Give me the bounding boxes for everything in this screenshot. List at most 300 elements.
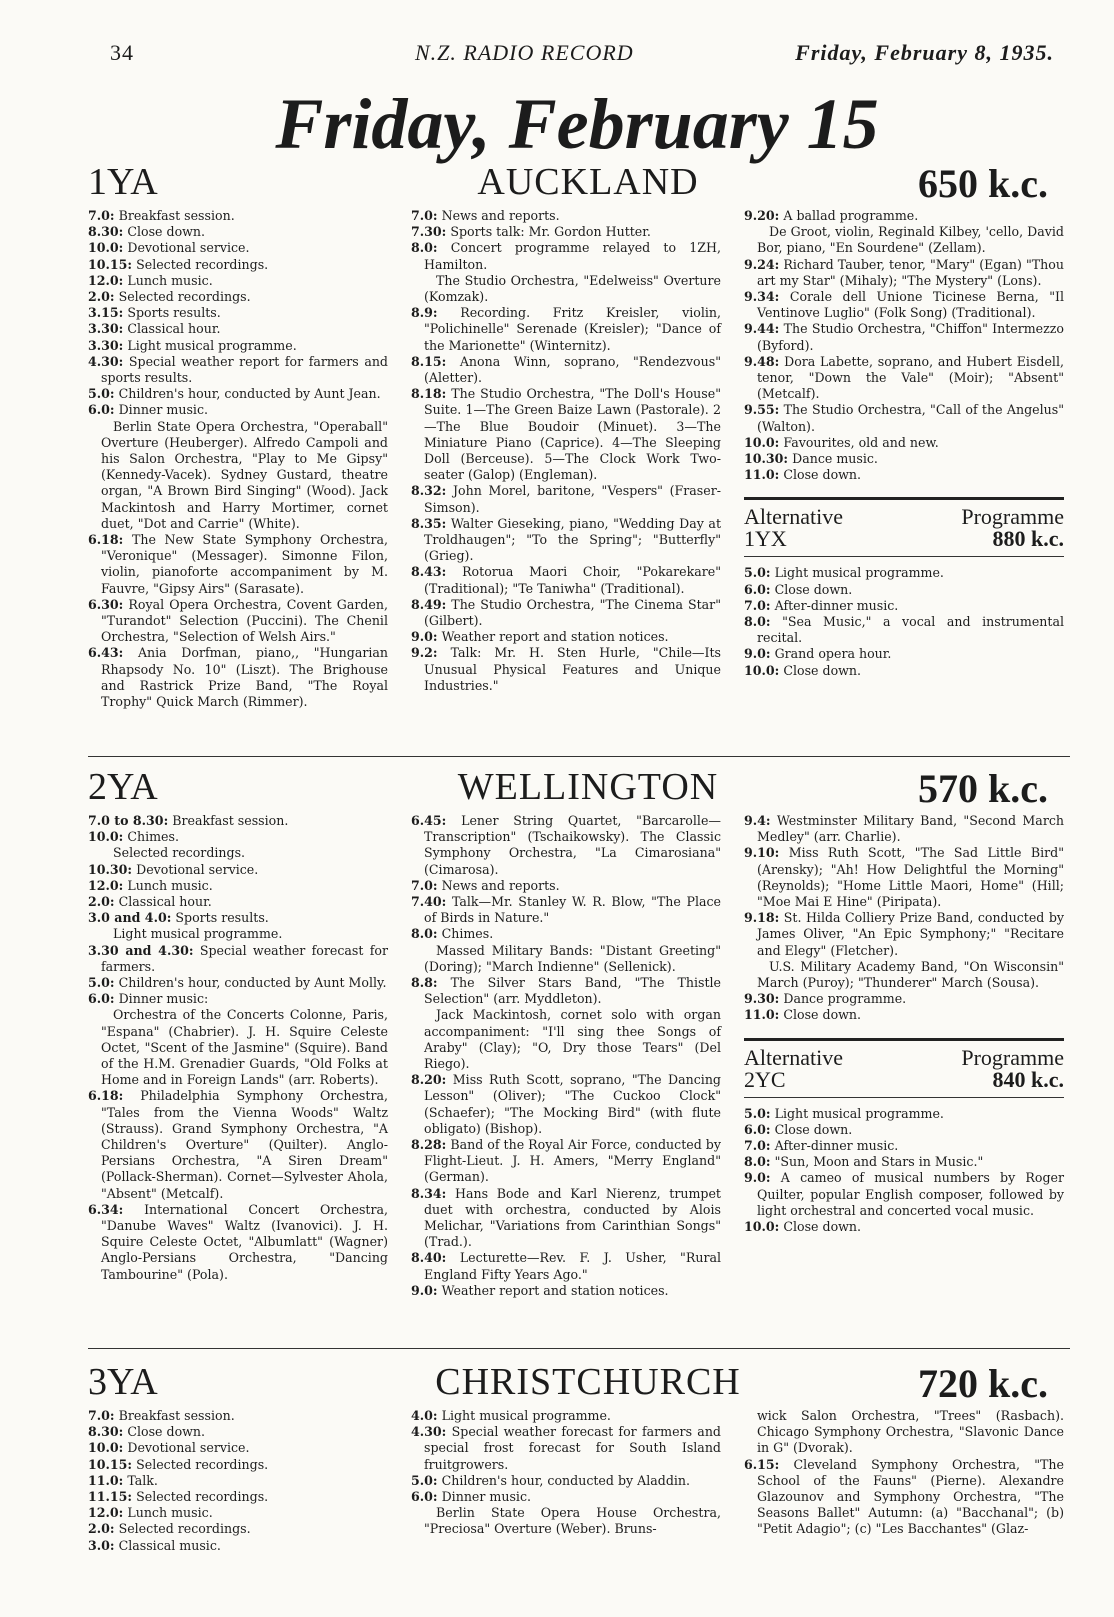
programme-time: 6.34: (88, 1201, 124, 1217)
programme-text: Close down. (774, 1121, 853, 1137)
programme-text: Corale dell Unione Ticinese Berna, "Il Ventinove Luglio" (Folk Song) (Traditional). (757, 289, 1064, 321)
programme-time: 9.0: (744, 646, 771, 662)
column-2 (411, 208, 721, 694)
programme-time: 3.0 and 4.0: (88, 910, 172, 926)
programme-item (88, 645, 388, 710)
programme-item (88, 257, 388, 273)
programme-item (744, 910, 1064, 959)
programme-item (88, 862, 388, 878)
station-call: 2YA (88, 766, 158, 808)
programme-time: 8.30: (88, 1424, 124, 1440)
programme-time: 7.0: (88, 1408, 115, 1423)
programme-text: After-dinner music. (774, 597, 899, 613)
programme-time: 9.30: (744, 991, 780, 1007)
programme-text: "Sea Music," a vocal and instrumental recital. (757, 614, 1064, 646)
programme-time: 8.15: (411, 353, 447, 369)
programme-item (411, 564, 721, 596)
programme-time: 11.0: (744, 1007, 780, 1023)
programme-text: Philadelphia Symphony Orchestra, "Tales from the Vienna Woods" Waltz (Strauss). Grand Symphony Orchestra, "A Children's Overture" (Quilter). Anglo-Persians Orchestra, "A Siren Dream" (Pollack-Sherman). Cornet—Sylvester Ahola, "Absent" (Metcalf). (101, 1088, 388, 1201)
programme-time: 4.30: (411, 1424, 447, 1440)
programme-time: 9.48: (744, 353, 780, 369)
programme-time: 10.30: (88, 861, 133, 877)
programme-item (744, 565, 1064, 581)
programme-text: Weather report and station notices. (441, 1282, 669, 1298)
programme-time: 11.0: (88, 1472, 124, 1488)
section-2ya (88, 765, 1068, 1335)
programme-time: 7.0: (744, 597, 771, 613)
programme-continuation: wick Salon Orchestra, "Trees" (Rasbach). Chicago Symphony Orchestra, "Slavonic Dance in G" (Dvorak). (757, 1408, 1064, 1456)
programme-item (744, 598, 1064, 614)
programme-time: 9.0: (744, 1170, 771, 1186)
alternative-programme-box (744, 1038, 1064, 1236)
programme-time: 10.0: (744, 662, 780, 678)
station-city: WELLINGTON (457, 766, 719, 808)
programme-text: Lunch music. (127, 877, 213, 893)
programme-text: Miss Ruth Scott, soprano, "The Dancing Lesson" (Oliver); "The Cuckoo Clock" (Schaefer); "The Mocking Bird" (with flute obligato) (Bishop). (424, 1072, 721, 1136)
programme-text: Favourites, old and new. (783, 434, 939, 450)
alt-frequency: 880 k.c. (992, 526, 1064, 552)
programme-time: 8.43: (411, 564, 447, 580)
programme-text: Selected recordings. (136, 1489, 269, 1505)
programme-time: 5.0: (88, 386, 115, 402)
programme-text: Dinner music. (118, 402, 209, 418)
programme-text: The Studio Orchestra, "Chiffon" Intermezzo (Byford). (757, 321, 1064, 353)
programme-item (88, 224, 388, 240)
programme-text: Royal Opera Orchestra, Covent Garden, "Turandot" Selection (Puccini). The Chenil Orchestra, "Selection of Welsh Airs." (101, 596, 388, 645)
programme-time: 3.15: (88, 305, 124, 321)
programme-item (411, 1072, 721, 1137)
programme-text: Classical music. (118, 1537, 221, 1553)
programme-item (744, 435, 1064, 451)
programme-item (744, 582, 1064, 598)
programme-text: Talk. (127, 1472, 158, 1488)
programme-item (744, 845, 1064, 910)
programme-time: 8.0: (744, 1154, 771, 1170)
section-header (88, 765, 1068, 811)
station-frequency: 720 k.c. (918, 1361, 1048, 1406)
programme-text: Light musical programme. (774, 565, 944, 581)
programme-text: Close down. (774, 581, 853, 597)
programme-text: Devotional service. (136, 861, 259, 877)
programme-item (744, 1154, 1064, 1170)
programme-item (88, 1424, 388, 1440)
programme-time: 9.0: (411, 629, 438, 645)
programme-item (744, 1138, 1064, 1154)
programme-item (88, 1088, 388, 1201)
programme-time: 3.30: (88, 337, 124, 353)
programme-text: Light musical programme. (127, 337, 297, 353)
programme-item (411, 386, 721, 483)
programme-item (88, 878, 388, 894)
programme-item (744, 354, 1064, 403)
programme-time: 9.34: (744, 289, 780, 305)
issue-date: Friday, February 8, 1935. (795, 40, 1054, 65)
programme-text: Westminster Military Band, "Second March Medley" (arr. Charlie). (757, 813, 1065, 845)
programme-time: 8.28: (411, 1137, 447, 1153)
programme-text: Lecturette—Rev. F. J. Usher, "Rural England Fifty Years Ago." (424, 1250, 722, 1282)
programme-subitem: Selected recordings. (113, 845, 246, 861)
section-header (88, 160, 1068, 206)
programme-item (411, 645, 721, 694)
programme-item (411, 629, 721, 645)
programme-time: 10.0: (88, 240, 124, 256)
programme-time: 11.0: (744, 467, 780, 483)
programme-time: 10.0: (744, 434, 780, 450)
programme-text: Selected recordings. (118, 1521, 251, 1537)
programme-item (744, 321, 1064, 353)
programme-time: 8.49: (411, 596, 447, 612)
programme-text: Special weather forecast for farmers. (101, 942, 388, 974)
programme-item (411, 208, 721, 224)
programme-item (744, 1457, 1064, 1538)
programme-item (88, 386, 388, 402)
programme-item (88, 991, 388, 1007)
programme-time: 8.30: (88, 224, 124, 240)
alt-frequency: 840 k.c. (992, 1066, 1064, 1092)
programme-time: 9.20: (744, 208, 780, 223)
programme-text: Miss Ruth Scott, "The Sad Little Bird" (Arensky); "Ah! How Delightful the Morning" (Reynolds); "Home Little Maori, Home" (Hill; "Moe Mai E Hine" (Piripata). (757, 845, 1064, 910)
programme-item (744, 663, 1064, 679)
programme-time: 12.0: (88, 877, 124, 893)
programme-time: 11.15: (88, 1489, 133, 1505)
programme-time: 7.0: (744, 1138, 771, 1154)
programme-time: 5.0: (88, 975, 115, 991)
station-city: CHRISTCHURCH (435, 1361, 741, 1403)
programme-item (88, 532, 388, 597)
programme-time: 3.0: (88, 1537, 115, 1553)
programme-item (411, 975, 721, 1007)
programme-item (88, 1505, 388, 1521)
programme-time: 2.0: (88, 1521, 115, 1537)
programme-item (411, 240, 721, 272)
programme-item (744, 991, 1064, 1007)
programme-text: Selected recordings. (136, 256, 269, 272)
column-3-items (744, 813, 1064, 1024)
programme-item (411, 1424, 721, 1473)
alt-call: 2YC (744, 1066, 786, 1092)
programme-text: Selected recordings. (136, 1456, 269, 1472)
programme-time: 7.30: (411, 224, 447, 240)
programme-item (88, 321, 388, 337)
programme-text: Special weather report for farmers and sports results. (101, 353, 388, 386)
programme-time: 6.0: (88, 991, 115, 1007)
programme-item (411, 516, 721, 565)
programme-item (88, 1457, 388, 1473)
publication-title: N.Z. RADIO RECORD (415, 40, 634, 65)
programme-item (744, 208, 1064, 224)
programme-text: Special weather forecast for farmers and special frost forecast for South Island fruitgrowers. (424, 1424, 721, 1472)
programme-item (411, 1186, 721, 1251)
programme-text: Lener String Quartet, "Barcarolle—Transcription" (Tschaikowsky). The Classic Symphony Orchestra, "La Cimarosiana" (Cimarosa). (424, 813, 721, 877)
programme-item (411, 1283, 721, 1299)
programme-text: Hans Bode and Karl Nierenz, trumpet duet with orchestra, conducted by Alois Melichar, "Variations from Carinthian Songs" (Trad.). (424, 1185, 721, 1250)
programme-item (411, 1473, 721, 1489)
programme-item (88, 289, 388, 305)
programme-time: 7.0: (411, 208, 438, 223)
alt-items (744, 1106, 1064, 1236)
programme-item (744, 1106, 1064, 1122)
divider (88, 1348, 1070, 1349)
programme-item (88, 1521, 388, 1537)
programme-time: 8.8: (411, 975, 438, 991)
station-frequency: 650 k.c. (918, 161, 1048, 206)
programme-item (88, 829, 388, 845)
running-head (110, 40, 1054, 70)
programme-item (411, 894, 721, 926)
programme-item (88, 1473, 388, 1489)
programme-text: Devotional service. (127, 1440, 250, 1456)
section-1ya (88, 160, 1068, 750)
page-number: 34 (110, 40, 134, 65)
programme-text: The Silver Stars Band, "The Thistle Selection" (arr. Myddleton). (424, 975, 721, 1007)
programme-text: Rotorua Maori Choir, "Pokarekare" (Traditional); "Te Taniwha" (Traditional). (424, 564, 721, 596)
programme-time: 9.2: (411, 645, 438, 661)
programme-text: Close down. (127, 224, 206, 240)
station-city: AUCKLAND (477, 161, 699, 203)
programme-time: 10.15: (88, 256, 133, 272)
programme-time: 4.0: (411, 1408, 438, 1423)
section-3ya (88, 1360, 1068, 1610)
programme-time: 6.0: (88, 402, 115, 418)
programme-item (411, 926, 721, 942)
programme-time: 9.18: (744, 910, 780, 926)
programme-item (744, 813, 1064, 845)
programme-item (88, 597, 388, 646)
programme-time: 5.0: (744, 1105, 771, 1121)
column-2 (411, 813, 721, 1299)
programme-time: 9.55: (744, 402, 780, 418)
programme-time: 7.0: (88, 208, 115, 223)
programme-time: 7.0 to 8.30: (88, 813, 169, 828)
programme-item (744, 1170, 1064, 1219)
section-header (88, 1360, 1068, 1406)
programme-item (88, 338, 388, 354)
column-2 (411, 1408, 721, 1538)
programme-time: 5.0: (411, 1472, 438, 1488)
programme-text: Light musical programme. (441, 1408, 611, 1423)
column-3 (744, 813, 1064, 1235)
column-3 (744, 1408, 1064, 1538)
programme-item (411, 1408, 721, 1424)
programme-time: 6.0: (411, 1489, 438, 1505)
programme-text: Children's hour, conducted by Aunt Jean. (118, 386, 381, 402)
programme-item (88, 1202, 388, 1283)
programme-text: Anona Winn, soprano, "Rendezvous" (Aletter). (424, 353, 721, 386)
programme-text: St. Hilda Colliery Prize Band, conducted by James Oliver, "An Epic Symphony;" "Recitare and Elegy" (Fletcher). (757, 910, 1064, 958)
programme-text: Ania Dorfman, piano,, "Hungarian Rhapsody No. 10" (Liszt). The Brighouse and Rastrick Prize Band, "The Royal Trophy" Quick March (Rimmer). (101, 645, 388, 710)
programme-time: 6.18: (88, 532, 124, 548)
programme-text: Close down. (127, 1424, 206, 1440)
programme-text: Grand opera hour. (774, 646, 892, 662)
alt-label-2: Programme (961, 1044, 1064, 1070)
programme-time: 8.0: (411, 926, 438, 942)
alternative-programme-box (744, 497, 1064, 678)
programme-item (744, 289, 1064, 321)
programme-text: The Studio Orchestra, "The Cinema Star" (Gilbert). (424, 596, 721, 629)
programme-time: 6.0: (744, 581, 771, 597)
programme-item (88, 910, 388, 926)
programme-time: 10.0: (744, 1219, 780, 1235)
programme-time: 10.30: (744, 451, 789, 467)
programme-time: 8.40: (411, 1250, 447, 1266)
programme-time: 5.0: (744, 565, 771, 581)
programme-subitem: U.S. Military Academy Band, "On Wisconsin" March (Puroy); "Thunderer" March (Sousa). (757, 958, 1064, 991)
divider (744, 1097, 1064, 1098)
programme-subitem: Light musical programme. (113, 926, 283, 942)
programme-text: Sports talk: Mr. Gordon Hutter. (450, 224, 651, 240)
programme-text: Close down. (783, 1007, 862, 1023)
programme-time: 8.20: (411, 1072, 447, 1088)
programme-text: Close down. (783, 467, 862, 483)
programme-time: 9.10: (744, 845, 780, 861)
programme-text: Recording. Fritz Kreisler, violin, "Polichinelle" Serenade (Kreisler); "Dance of the Marionette" (Winternitz). (424, 305, 721, 353)
programme-text: Weather report and station notices. (441, 629, 669, 645)
programme-item (411, 1137, 721, 1186)
programme-item (88, 975, 388, 991)
programme-text: "Sun, Moon and Stars in Music." (774, 1154, 984, 1170)
programme-time: 9.4: (744, 813, 771, 828)
programme-text: Dora Labette, soprano, and Hubert Eisdell, tenor, "Down the Vale" (Moir); "Absent" (Metcalf). (757, 353, 1064, 402)
programme-text: Lunch music. (127, 272, 213, 288)
programme-time: 9.24: (744, 256, 780, 272)
programme-text: Band of the Royal Air Force, conducted by Flight-Lieut. J. H. Amers, "Merry England" (German). (424, 1137, 721, 1185)
column-3-items (744, 208, 1064, 483)
programme-time: 10.15: (88, 1456, 133, 1472)
programme-text: Devotional service. (127, 240, 250, 256)
programme-item (744, 451, 1064, 467)
programme-item (88, 894, 388, 910)
programme-text: Chimes. (127, 829, 179, 845)
programme-item (88, 1489, 388, 1505)
programme-subitem: De Groot, violin, Reginald Kilbey, 'cello, David Bor, piano, "En Sourdene" (Zellam). (757, 224, 1064, 256)
programme-item (88, 1440, 388, 1456)
programme-subitem: Massed Military Bands: "Distant Greeting" (Doring); "March Indienne" (Sellenick). (424, 942, 721, 974)
programme-text: Breakfast session. (172, 813, 289, 828)
programme-text: Close down. (783, 662, 862, 678)
programme-item (88, 402, 388, 418)
programme-text: Talk—Mr. Stanley W. R. Blow, "The Place of Birds in Nature." (424, 894, 721, 926)
programme-time: 8.0: (744, 614, 771, 630)
station-call: 3YA (88, 1361, 158, 1403)
programme-time: 6.0: (744, 1121, 771, 1137)
programme-item (88, 943, 388, 975)
programme-item (411, 878, 721, 894)
programme-subitem: Jack Mackintosh, cornet solo with organ accompaniment: "I'll sing thee Songs of Araby" (Clay); "O, Dry those Tears" (Del Riego). (424, 1007, 721, 1072)
programme-item (411, 1250, 721, 1282)
programme-text: The Studio Orchestra, "The Doll's House" Suite. 1—The Green Baize Lawn (Pastorale). 2—The Blue Boudoir (Minuet). 3—The Miniature Piano (Caprice). 4—The Sleeping Doll (Berceuse). 5—The Clock Work Two-seater (Galop) (Engleman). (424, 386, 721, 483)
alt-label: Alternative (744, 504, 843, 530)
programme-item (88, 273, 388, 289)
programme-time: 8.0: (411, 240, 438, 256)
programme-time: 2.0: (88, 894, 115, 910)
programme-text: The New State Symphony Orchestra, "Veronique" (Messager). Simonne Filon, violin, pianoforte accompaniment by M. Fauvre, "Gipsy Airs" (Sarasate). (101, 532, 388, 596)
column-3 (744, 208, 1064, 679)
programme-item (744, 402, 1064, 434)
programme-time: 6.45: (411, 813, 447, 828)
programme-item (411, 354, 721, 386)
programme-item (411, 483, 721, 515)
programme-time: 12.0: (88, 272, 124, 288)
alt-label: Alternative (744, 1044, 843, 1070)
divider (88, 756, 1070, 757)
programme-subitem: Berlin State Opera House Orchestra, "Preciosa" Overture (Weber). Bruns- (424, 1505, 721, 1537)
programme-text: Selected recordings. (118, 289, 251, 305)
programme-text: Dance music. (792, 451, 878, 467)
programme-text: News and reports. (441, 877, 560, 893)
programme-item (411, 305, 721, 354)
programme-text: John Morel, baritone, "Vespers" (Fraser-Simson). (424, 483, 721, 515)
programme-text: Walter Gieseking, piano, "Wedding Day at Troldhaugen"; "To the Spring"; "Butterfly" (Grieg). (424, 515, 722, 564)
column-1 (88, 813, 388, 1283)
programme-item (411, 224, 721, 240)
programme-item (88, 208, 388, 224)
programme-time: 6.30: (88, 596, 124, 612)
programme-item (411, 1489, 721, 1505)
programme-text: Dinner music: (118, 991, 209, 1007)
programme-time: 8.9: (411, 305, 438, 321)
programme-item (744, 257, 1064, 289)
programme-text: Dance programme. (783, 991, 907, 1007)
programme-text: Children's hour, conducted by Aunt Molly. (118, 975, 387, 991)
alt-label-2: Programme (961, 504, 1064, 530)
station-frequency: 570 k.c. (918, 766, 1048, 811)
programme-time: 4.30: (88, 353, 124, 369)
programme-time: 7.40: (411, 894, 447, 910)
programme-time: 10.0: (88, 829, 124, 845)
alt-items (744, 565, 1064, 678)
programme-time: 10.0: (88, 1440, 124, 1456)
programme-item (744, 614, 1064, 646)
programme-text: Chimes. (441, 926, 494, 942)
programme-item (744, 1219, 1064, 1235)
programme-text: After-dinner music. (774, 1138, 899, 1154)
programme-text: Talk: Mr. H. Sten Hurle, "Chile—Its Unusual Physical Features and Unique Industries." (424, 645, 721, 693)
programme-text: Breakfast session. (118, 208, 235, 223)
programme-subitem: The Studio Orchestra, "Edelweiss" Overture (Komzak). (424, 272, 721, 305)
programme-time: 2.0: (88, 289, 115, 305)
programme-text: The Studio Orchestra, "Call of the Angelus" (Walton). (757, 402, 1064, 434)
programme-item (744, 646, 1064, 662)
programme-text: Richard Tauber, tenor, "Mary" (Egan) "Thou art my Star" (Mihaly); "The Mystery" (Lons). (757, 256, 1064, 288)
programme-text: Sports results. (175, 910, 269, 926)
programme-text: Dinner music. (441, 1489, 532, 1505)
programme-time: 9.44: (744, 321, 780, 337)
programme-time: 8.18: (411, 386, 447, 402)
programme-text: Close down. (783, 1219, 862, 1235)
programme-time: 6.43: (88, 645, 124, 661)
programme-time: 8.34: (411, 1185, 447, 1201)
divider (744, 556, 1064, 557)
programme-item (88, 305, 388, 321)
programme-time: 8.35: (411, 515, 447, 531)
column-1 (88, 1408, 388, 1554)
programme-subitem: Orchestra of the Concerts Colonne, Paris, "Espana" (Chabrier). J. H. Squire Celeste Octet, "Scent of the Jasmine" (Squire). Band of the H.M. Grenadier Guards, "Old Folks at Home and in Foreign Lands" (arr. Roberts). (101, 1007, 388, 1088)
programme-item (88, 1408, 388, 1424)
programme-text: International Concert Orchestra, "Danube Waves" Waltz (Ivanovici). J. H. Squire Celeste Octet, "Albumlatt" (Wagner) Anglo-Persians Orchestra, "Dancing Tambourine" (Pola). (101, 1201, 388, 1282)
programme-item (88, 813, 388, 829)
programme-item (411, 813, 721, 878)
programme-text: Children's hour, conducted by Aladdin. (441, 1472, 691, 1488)
programme-item (88, 240, 388, 256)
page-title: Friday, February 15 (275, 84, 879, 164)
programme-text: Light musical programme. (774, 1105, 944, 1121)
programme-time: 12.0: (88, 1505, 124, 1521)
station-call: 1YA (88, 161, 158, 203)
programme-text: Concert programme relayed to 1ZH, Hamilton. (424, 240, 721, 272)
programme-item (88, 354, 388, 386)
programme-item (744, 1122, 1064, 1138)
programme-subitem: Berlin State Opera Orchestra, "Operaball" Overture (Heuberger). Alfredo Campoli and his Salon Orchestra, "Play to Me Gipsy" (Kennedy-Vacek). Sydney Gustard, theatre organ, "A Brown Bird Singing" (Wood). Jack Mackintosh and Harry Mortimer, cornet duet, "Dot and Carrie" (White). (101, 418, 388, 531)
